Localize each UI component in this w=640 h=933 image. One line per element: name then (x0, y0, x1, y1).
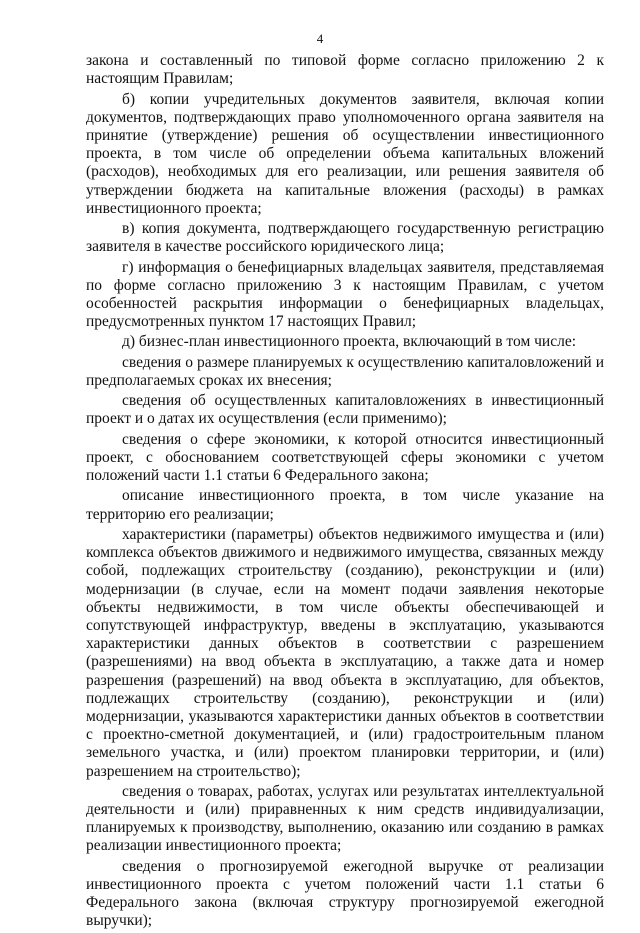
paragraph-capital-investment-size: сведения о размере планируемых к осуществлению капиталовложений и предполагаемых сроках их внесения; (86, 353, 604, 389)
paragraph-item-d: д) бизнес-план инвестиционного проекта, включающий в том числе: (122, 333, 577, 351)
paragraph-forecast-revenue: сведения о прогнозируемой ежегодной выручке от реализации инвестиционного проекта с учетом положений части 1.1 статьи 6 Федерального закона (включая структуру прогнозируемой ежегодной выручки); (86, 857, 604, 930)
page-number: 4 (316, 31, 324, 46)
document-body (86, 52, 604, 933)
paragraph-property-characteristics: характеристики (параметры) объектов недвижимого имущества и (или) комплекса объектов движимого и недвижимого имущества, связанных между собой, подлежащих строительству (созданию), реконструкции и (или) модернизации (в случае, если на момент подачи заявления некоторые объекты недвижимости, в том числе объекты обеспечивающей и сопутствующей инфраструктур, введены в эксплуатацию, указываются характеристики данных объектов в соответствии с разрешением (разрешениями) на ввод объекта в эксплуатацию, а также дата и номер разрешения (разрешений) на ввод объекта в эксплуатацию, для объектов, подлежащих строительству (созданию), реконструкции и (или) модернизации, указываются характеристики данных объектов в соответствии с проектно-сметной документацией, и (или) градостроительным планом земельного участка, и (или) проектом планировки территории, и (или) разрешением на строительство); (86, 525, 604, 780)
paragraph-goods-and-services: сведения о товарах, работах, услугах или результатах интеллектуальной деятельности и (или) приравненных к ним средств индивидуализации, планируемых к производству, выполнению, оказанию или созданию в рамках реализации инвестиционного проекта; (86, 782, 604, 855)
paragraph-economy-sphere: сведения о сфере экономики, к которой относится инвестиционный проект, с обоснованием соответствующей сферы экономики с учетом положений части 1.1 статьи 6 Федерального закона; (86, 430, 604, 485)
paragraph-continuation: закона и составленный по типовой форме согласно приложению 2 к настоящим Правилам; (86, 52, 604, 88)
paragraph-item-g: г) информация о бенефициарных владельцах заявителя, представляемая по форме согласно приложению 3 к настоящим Правилам, с учетом особенностей раскрытия информации о бенефициарных владельцах, предусмотренных пунктом 17 настоящих Правил; (86, 258, 604, 331)
paragraph-project-description: описание инвестиционного проекта, в том числе указание на территорию его реализации; (86, 487, 604, 523)
paragraph-item-v: в) копия документа, подтверждающего государственную регистрацию заявителя в качестве российского юридического лица; (86, 220, 604, 256)
paragraph-realized-investments: сведения об осуществленных капиталовложениях в инвестиционный проект и о датах их осуществления (если применимо); (86, 392, 604, 428)
paragraph-item-b: б) копии учредительных документов заявителя, включая копии документов, подтверждающих право уполномоченного органа заявителя на принятие (утверждение) решения об осуществлении инвестиционного проекта, в том числе об определении объема капитальных вложений (расходов), необходимых для его реализации, или решения заявителя об утверждении бюджета на капитальные вложения (расходы) в рамках инвестиционного проекта; (86, 90, 604, 217)
